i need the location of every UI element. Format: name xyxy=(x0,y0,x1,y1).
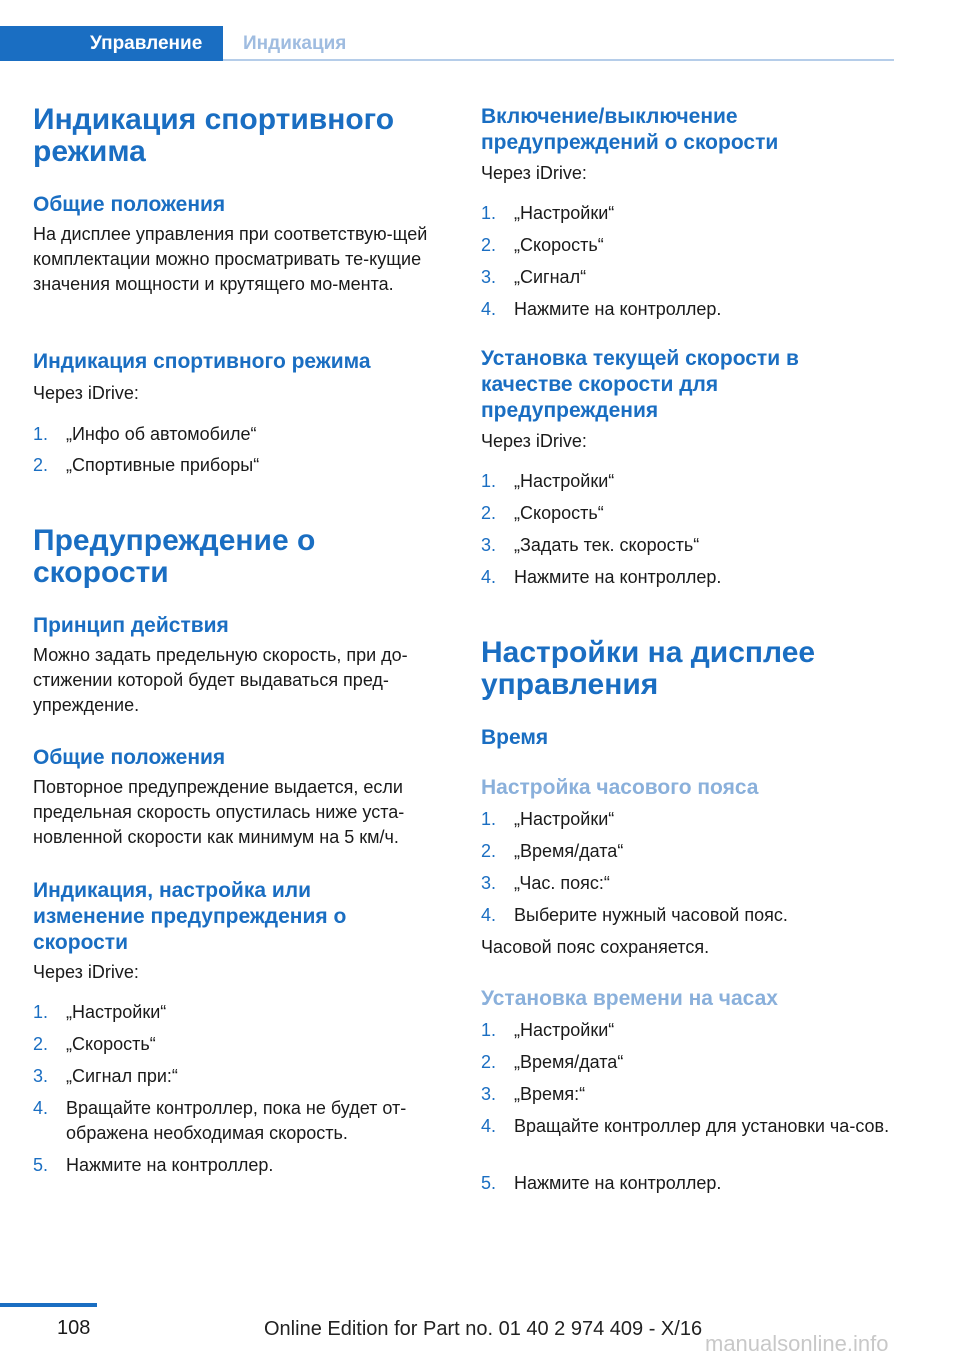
heading-sport-display: Индикация спортивного режима xyxy=(33,103,395,168)
heading-timezone: Настройка часового пояса xyxy=(481,776,759,799)
heading-time: Время xyxy=(481,726,549,749)
paragraph-general-1: На дисплее управления при соответствую-щей комплектации можно просматривать те-кущие значения мощности и крутящего мо-мента. xyxy=(33,224,428,294)
paragraph-timezone-saved: Часовой пояс сохраняется. xyxy=(481,937,710,957)
page-number: 108 xyxy=(57,1317,91,1339)
paragraph-general-2: Повторное предупреждение выдается, если предельная скорость опустилась ниже уста-новленной скорости как минимум на 5 км/ч. xyxy=(33,777,405,847)
heading-general-2: Общие положения xyxy=(33,746,226,769)
header-bar xyxy=(0,26,894,61)
heading-speed-warning: Предупреждение о скорости xyxy=(33,524,316,589)
footer-accent-line xyxy=(0,1303,97,1307)
heading-general-1: Общие положения xyxy=(33,193,226,216)
heading-current-speed: Установка текущей скорости в качестве скорости для предупреждения xyxy=(481,347,799,422)
tab-upravlenie[interactable]: Управление xyxy=(0,26,223,61)
via-idrive-r2: Через iDrive: xyxy=(481,431,587,451)
heading-principle: Принцип действия xyxy=(33,614,229,637)
via-idrive-r1: Через iDrive: xyxy=(481,163,587,183)
watermark-text: manualsonline.info xyxy=(705,1331,889,1356)
heading-clock: Установка времени на часах xyxy=(481,987,778,1010)
heading-sport-mode: Индикация спортивного режима xyxy=(33,350,371,373)
heading-onoff: Включение/выключение предупреждений о скорости xyxy=(481,105,779,154)
paragraph-principle: Можно задать предельную скорость, при до-стижении которой будет выдаваться пред-упреждение. xyxy=(33,645,408,715)
header-divider xyxy=(223,59,894,61)
edition-text: Online Edition for Part no. 01 40 2 974 409 - X/16 xyxy=(264,1318,703,1340)
heading-display-setting: Индикация, настройка или изменение предупреждения о скорости xyxy=(33,879,347,954)
tab-indikaciya[interactable]: Индикация xyxy=(243,33,347,54)
heading-display-settings: Настройки на дисплее управления xyxy=(481,636,816,701)
via-idrive-1: Через iDrive: xyxy=(33,383,139,403)
via-idrive-2: Через iDrive: xyxy=(33,962,139,982)
